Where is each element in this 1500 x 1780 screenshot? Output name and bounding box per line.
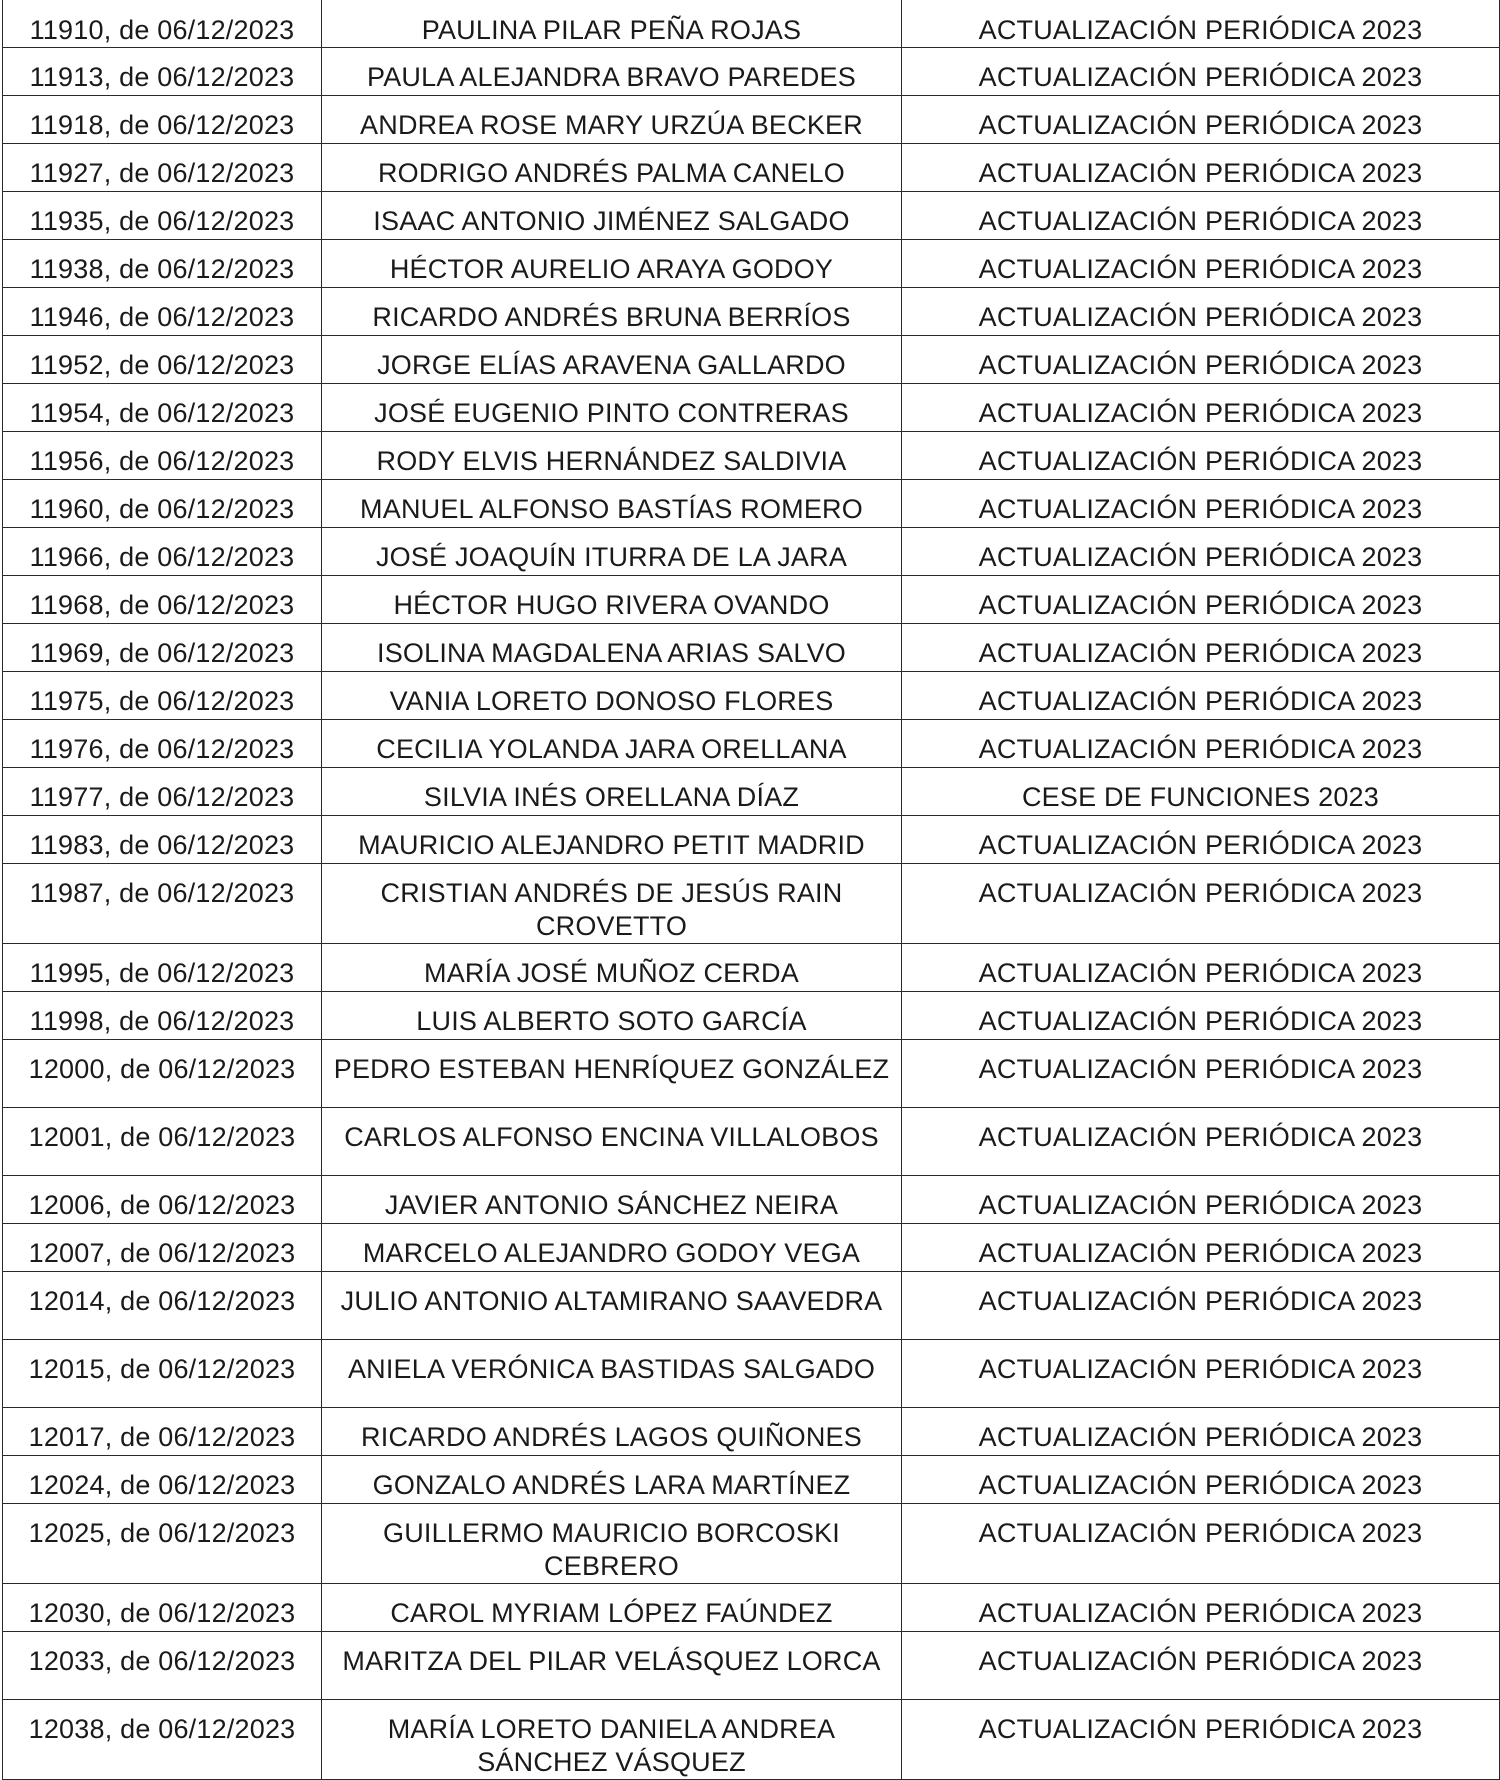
resolution-cell: 11969, de 06/12/2023 <box>3 624 322 672</box>
resolution-cell: 12015, de 06/12/2023 <box>3 1340 322 1408</box>
resolution-cell: 11913, de 06/12/2023 <box>3 48 322 96</box>
status-cell: ACTUALIZACIÓN PERIÓDICA 2023 <box>902 1632 1500 1700</box>
resolution-cell: 11976, de 06/12/2023 <box>3 720 322 768</box>
name-cell: JORGE ELÍAS ARAVENA GALLARDO <box>322 336 902 384</box>
status-cell: ACTUALIZACIÓN PERIÓDICA 2023 <box>902 0 1500 48</box>
table-row <box>3 576 1500 624</box>
status-cell: ACTUALIZACIÓN PERIÓDICA 2023 <box>902 672 1500 720</box>
table-row <box>3 1504 1500 1584</box>
resolution-cell: 11927, de 06/12/2023 <box>3 144 322 192</box>
status-cell: ACTUALIZACIÓN PERIÓDICA 2023 <box>902 1700 1500 1780</box>
name-cell: ANIELA VERÓNICA BASTIDAS SALGADO <box>322 1340 902 1408</box>
table-row <box>3 864 1500 944</box>
table-row <box>3 1632 1500 1700</box>
resolution-cell: 12014, de 06/12/2023 <box>3 1272 322 1340</box>
name-cell: PEDRO ESTEBAN HENRÍQUEZ GONZÁLEZ <box>322 1040 902 1108</box>
name-cell: MANUEL ALFONSO BASTÍAS ROMERO <box>322 480 902 528</box>
name-cell: ISOLINA MAGDALENA ARIAS SALVO <box>322 624 902 672</box>
table-row <box>3 720 1500 768</box>
name-cell: ANDREA ROSE MARY URZÚA BECKER <box>322 96 902 144</box>
status-cell: ACTUALIZACIÓN PERIÓDICA 2023 <box>902 1340 1500 1408</box>
resolution-cell: 12007, de 06/12/2023 <box>3 1224 322 1272</box>
table-row <box>3 768 1500 816</box>
table-row <box>3 240 1500 288</box>
resolutions-table-body <box>3 0 1500 1780</box>
name-cell: LUIS ALBERTO SOTO GARCÍA <box>322 992 902 1040</box>
status-cell: ACTUALIZACIÓN PERIÓDICA 2023 <box>902 624 1500 672</box>
table-row <box>3 336 1500 384</box>
status-cell: ACTUALIZACIÓN PERIÓDICA 2023 <box>902 816 1500 864</box>
status-cell: ACTUALIZACIÓN PERIÓDICA 2023 <box>902 944 1500 992</box>
table-row <box>3 288 1500 336</box>
status-cell: CESE DE FUNCIONES 2023 <box>902 768 1500 816</box>
resolution-cell: 12038, de 06/12/2023 <box>3 1700 322 1780</box>
table-row <box>3 192 1500 240</box>
name-cell: CECILIA YOLANDA JARA ORELLANA <box>322 720 902 768</box>
name-cell: VANIA LORETO DONOSO FLORES <box>322 672 902 720</box>
resolution-cell: 11946, de 06/12/2023 <box>3 288 322 336</box>
table-row <box>3 816 1500 864</box>
table-row <box>3 384 1500 432</box>
table-row <box>3 992 1500 1040</box>
resolution-cell: 11918, de 06/12/2023 <box>3 96 322 144</box>
status-cell: ACTUALIZACIÓN PERIÓDICA 2023 <box>902 480 1500 528</box>
resolution-cell: 11960, de 06/12/2023 <box>3 480 322 528</box>
status-cell: ACTUALIZACIÓN PERIÓDICA 2023 <box>902 864 1500 944</box>
table-row <box>3 528 1500 576</box>
table-row <box>3 1584 1500 1632</box>
status-cell: ACTUALIZACIÓN PERIÓDICA 2023 <box>902 144 1500 192</box>
table-row <box>3 1408 1500 1456</box>
resolutions-table <box>2 0 1500 1780</box>
table-row <box>3 96 1500 144</box>
status-cell: ACTUALIZACIÓN PERIÓDICA 2023 <box>902 1176 1500 1224</box>
name-cell: CARLOS ALFONSO ENCINA VILLALOBOS <box>322 1108 902 1176</box>
table-row <box>3 144 1500 192</box>
resolution-cell: 11935, de 06/12/2023 <box>3 192 322 240</box>
name-cell: GONZALO ANDRÉS LARA MARTÍNEZ <box>322 1456 902 1504</box>
name-cell: JOSÉ EUGENIO PINTO CONTRERAS <box>322 384 902 432</box>
status-cell: ACTUALIZACIÓN PERIÓDICA 2023 <box>902 192 1500 240</box>
resolution-cell: 12000, de 06/12/2023 <box>3 1040 322 1108</box>
resolution-cell: 11952, de 06/12/2023 <box>3 336 322 384</box>
status-cell: ACTUALIZACIÓN PERIÓDICA 2023 <box>902 1108 1500 1176</box>
resolution-cell: 11956, de 06/12/2023 <box>3 432 322 480</box>
name-cell: SILVIA INÉS ORELLANA DÍAZ <box>322 768 902 816</box>
name-cell: MARÍA JOSÉ MUÑOZ CERDA <box>322 944 902 992</box>
table-row <box>3 48 1500 96</box>
resolution-cell: 11968, de 06/12/2023 <box>3 576 322 624</box>
table-row <box>3 1272 1500 1340</box>
resolution-cell: 11938, de 06/12/2023 <box>3 240 322 288</box>
name-cell: CAROL MYRIAM LÓPEZ FAÚNDEZ <box>322 1584 902 1632</box>
table-row <box>3 0 1500 48</box>
resolution-cell: 11983, de 06/12/2023 <box>3 816 322 864</box>
resolution-cell: 12025, de 06/12/2023 <box>3 1504 322 1584</box>
resolution-cell: 12030, de 06/12/2023 <box>3 1584 322 1632</box>
status-cell: ACTUALIZACIÓN PERIÓDICA 2023 <box>902 1224 1500 1272</box>
status-cell: ACTUALIZACIÓN PERIÓDICA 2023 <box>902 240 1500 288</box>
name-cell: MARÍA LORETO DANIELA ANDREA SÁNCHEZ VÁSQUEZ <box>322 1700 902 1780</box>
name-cell: RICARDO ANDRÉS LAGOS QUIÑONES <box>322 1408 902 1456</box>
status-cell: ACTUALIZACIÓN PERIÓDICA 2023 <box>902 288 1500 336</box>
status-cell: ACTUALIZACIÓN PERIÓDICA 2023 <box>902 48 1500 96</box>
status-cell: ACTUALIZACIÓN PERIÓDICA 2023 <box>902 1456 1500 1504</box>
status-cell: ACTUALIZACIÓN PERIÓDICA 2023 <box>902 96 1500 144</box>
resolution-cell: 11987, de 06/12/2023 <box>3 864 322 944</box>
status-cell: ACTUALIZACIÓN PERIÓDICA 2023 <box>902 720 1500 768</box>
resolution-cell: 12024, de 06/12/2023 <box>3 1456 322 1504</box>
resolution-cell: 12001, de 06/12/2023 <box>3 1108 322 1176</box>
name-cell: MARCELO ALEJANDRO GODOY VEGA <box>322 1224 902 1272</box>
name-cell: ISAAC ANTONIO JIMÉNEZ SALGADO <box>322 192 902 240</box>
table-row <box>3 944 1500 992</box>
resolution-cell: 11977, de 06/12/2023 <box>3 768 322 816</box>
table-row <box>3 1108 1500 1176</box>
table-row <box>3 480 1500 528</box>
resolution-cell: 11995, de 06/12/2023 <box>3 944 322 992</box>
status-cell: ACTUALIZACIÓN PERIÓDICA 2023 <box>902 528 1500 576</box>
table-row <box>3 672 1500 720</box>
name-cell: PAULA ALEJANDRA BRAVO PAREDES <box>322 48 902 96</box>
table-row <box>3 1224 1500 1272</box>
table-row <box>3 432 1500 480</box>
table-row <box>3 1176 1500 1224</box>
status-cell: ACTUALIZACIÓN PERIÓDICA 2023 <box>902 384 1500 432</box>
status-cell: ACTUALIZACIÓN PERIÓDICA 2023 <box>902 1584 1500 1632</box>
resolution-cell: 11966, de 06/12/2023 <box>3 528 322 576</box>
name-cell: HÉCTOR AURELIO ARAYA GODOY <box>322 240 902 288</box>
table-row <box>3 624 1500 672</box>
resolution-cell: 11910, de 06/12/2023 <box>3 0 322 48</box>
name-cell: HÉCTOR HUGO RIVERA OVANDO <box>322 576 902 624</box>
name-cell: CRISTIAN ANDRÉS DE JESÚS RAIN CROVETTO <box>322 864 902 944</box>
resolution-cell: 11998, de 06/12/2023 <box>3 992 322 1040</box>
status-cell: ACTUALIZACIÓN PERIÓDICA 2023 <box>902 992 1500 1040</box>
resolution-cell: 11975, de 06/12/2023 <box>3 672 322 720</box>
table-row <box>3 1700 1500 1780</box>
resolution-cell: 12006, de 06/12/2023 <box>3 1176 322 1224</box>
resolution-cell: 12017, de 06/12/2023 <box>3 1408 322 1456</box>
status-cell: ACTUALIZACIÓN PERIÓDICA 2023 <box>902 1040 1500 1108</box>
status-cell: ACTUALIZACIÓN PERIÓDICA 2023 <box>902 576 1500 624</box>
name-cell: RODRIGO ANDRÉS PALMA CANELO <box>322 144 902 192</box>
name-cell: GUILLERMO MAURICIO BORCOSKI CEBRERO <box>322 1504 902 1584</box>
status-cell: ACTUALIZACIÓN PERIÓDICA 2023 <box>902 1408 1500 1456</box>
name-cell: JULIO ANTONIO ALTAMIRANO SAAVEDRA <box>322 1272 902 1340</box>
status-cell: ACTUALIZACIÓN PERIÓDICA 2023 <box>902 1504 1500 1584</box>
status-cell: ACTUALIZACIÓN PERIÓDICA 2023 <box>902 432 1500 480</box>
table-row <box>3 1040 1500 1108</box>
resolution-cell: 12033, de 06/12/2023 <box>3 1632 322 1700</box>
name-cell: JAVIER ANTONIO SÁNCHEZ NEIRA <box>322 1176 902 1224</box>
table-row <box>3 1456 1500 1504</box>
name-cell: JOSÉ JOAQUÍN ITURRA DE LA JARA <box>322 528 902 576</box>
name-cell: RICARDO ANDRÉS BRUNA BERRÍOS <box>322 288 902 336</box>
resolution-cell: 11954, de 06/12/2023 <box>3 384 322 432</box>
name-cell: MARITZA DEL PILAR VELÁSQUEZ LORCA <box>322 1632 902 1700</box>
resolutions-table-wrapper <box>2 0 1499 1780</box>
table-row <box>3 1340 1500 1408</box>
status-cell: ACTUALIZACIÓN PERIÓDICA 2023 <box>902 1272 1500 1340</box>
name-cell: MAURICIO ALEJANDRO PETIT MADRID <box>322 816 902 864</box>
status-cell: ACTUALIZACIÓN PERIÓDICA 2023 <box>902 336 1500 384</box>
name-cell: RODY ELVIS HERNÁNDEZ SALDIVIA <box>322 432 902 480</box>
name-cell: PAULINA PILAR PEÑA ROJAS <box>322 0 902 48</box>
